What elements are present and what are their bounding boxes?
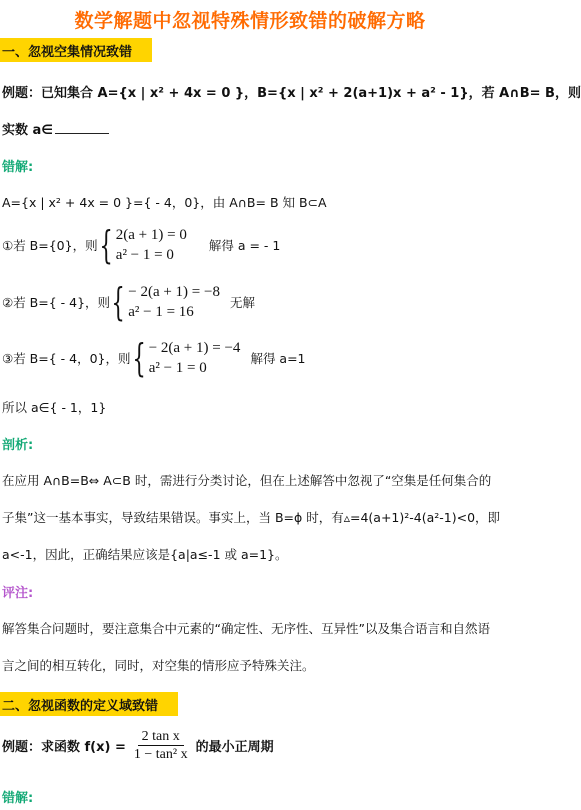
fraction-denominator: 1 − tan² x [133,747,188,762]
case-3-result: 解得 a=1 [250,351,306,366]
case-1-prefix: ①若 B={0}，则 [2,238,98,253]
case-2-eq1: − 2(a + 1) = −8 [128,284,220,300]
example-2-line [2,728,274,763]
case-3 [2,338,306,378]
case-3-eq1: − 2(a + 1) = −4 [148,340,241,356]
case-2-prefix: ②若 B={ - 4}，则 [2,295,111,310]
comment-line-1: 解答集合问题时，要注意集合中元素的“确定性、无序性、互异性”以及集合语言和自然语 [2,621,490,636]
case-2 [2,282,255,322]
example-2-suffix: 的最小正周期 [195,740,274,755]
analysis-label: 剖析: [2,438,34,453]
case-3-eq2: a² − 1 = 0 [148,360,207,376]
conclusion-line: 所以 a∈{ - 1，1} [2,400,107,415]
case-3-prefix: ③若 B={ - 4，0}，则 [2,351,131,366]
answer-blank [55,121,109,134]
section-heading-2-text: 二、忽视函数的定义域致错 [2,698,159,714]
wrong-solution-label-1: 错解: [2,160,34,175]
analysis-line-1: 在应用 A∩B=B⇔ A⊂B 时，需进行分类讨论，但在上述解答中忽视了“空集是任何集合的 [2,473,492,488]
example-2-prefix: 例题：求函数 f(x) = [2,740,126,755]
comment-line-2: 言之间的相互转化，同时，对空集的情形应予特殊关注。 [2,658,315,673]
analysis-line-2: 子集”这一基本事实，导致结果错误。事实上，当 B=ϕ 时，有▵=4(a+1)²-4(a²-1)<0，即 [2,510,501,525]
tan-fraction [130,728,192,763]
case-1-result: 解得 a = - 1 [208,238,281,253]
case-2-system [110,282,220,322]
set-a-line: A={x | x² + 4x = 0 }={ - 4，0}，由 A∩B= B 知 B⊂A [2,195,327,210]
fraction-numerator: 2 tan x [138,728,184,746]
example-line-1: 例题：已知集合 A={x | x² + 4x = 0 }，B={x | x² + 2(a+1)x + a² - 1}，若 A∩B= B，则 [2,86,581,101]
comment-label: 评注: [2,586,34,601]
case-2-brace: { [111,280,125,324]
example-line-2-text: 实数 a∈ [2,123,53,138]
case-1-eq1: 2(a + 1) = 0 [115,227,187,243]
section-heading-2 [0,692,178,716]
case-1-eq2: a² − 1 = 0 [115,247,174,263]
section-heading-1-text: 一、忽视空集情况致错 [2,44,133,60]
case-2-eq2: a² − 1 = 16 [128,304,194,320]
case-2-result: 无解 [229,295,255,310]
section-heading-1 [0,38,152,62]
wrong-solution-label-2: 错解: [2,791,34,806]
example-line-2 [2,119,109,138]
case-1-brace: { [99,223,113,267]
case-1-system [98,225,187,265]
case-3-system [131,338,241,378]
case-1 [2,225,280,265]
page-title: 数学解题中忽视特殊情形致错的破解方略 [74,10,426,32]
case-3-brace: { [131,336,146,380]
analysis-line-3: a<-1，因此，正确结果应该是{a|a≤-1 或 a=1}。 [2,547,288,562]
